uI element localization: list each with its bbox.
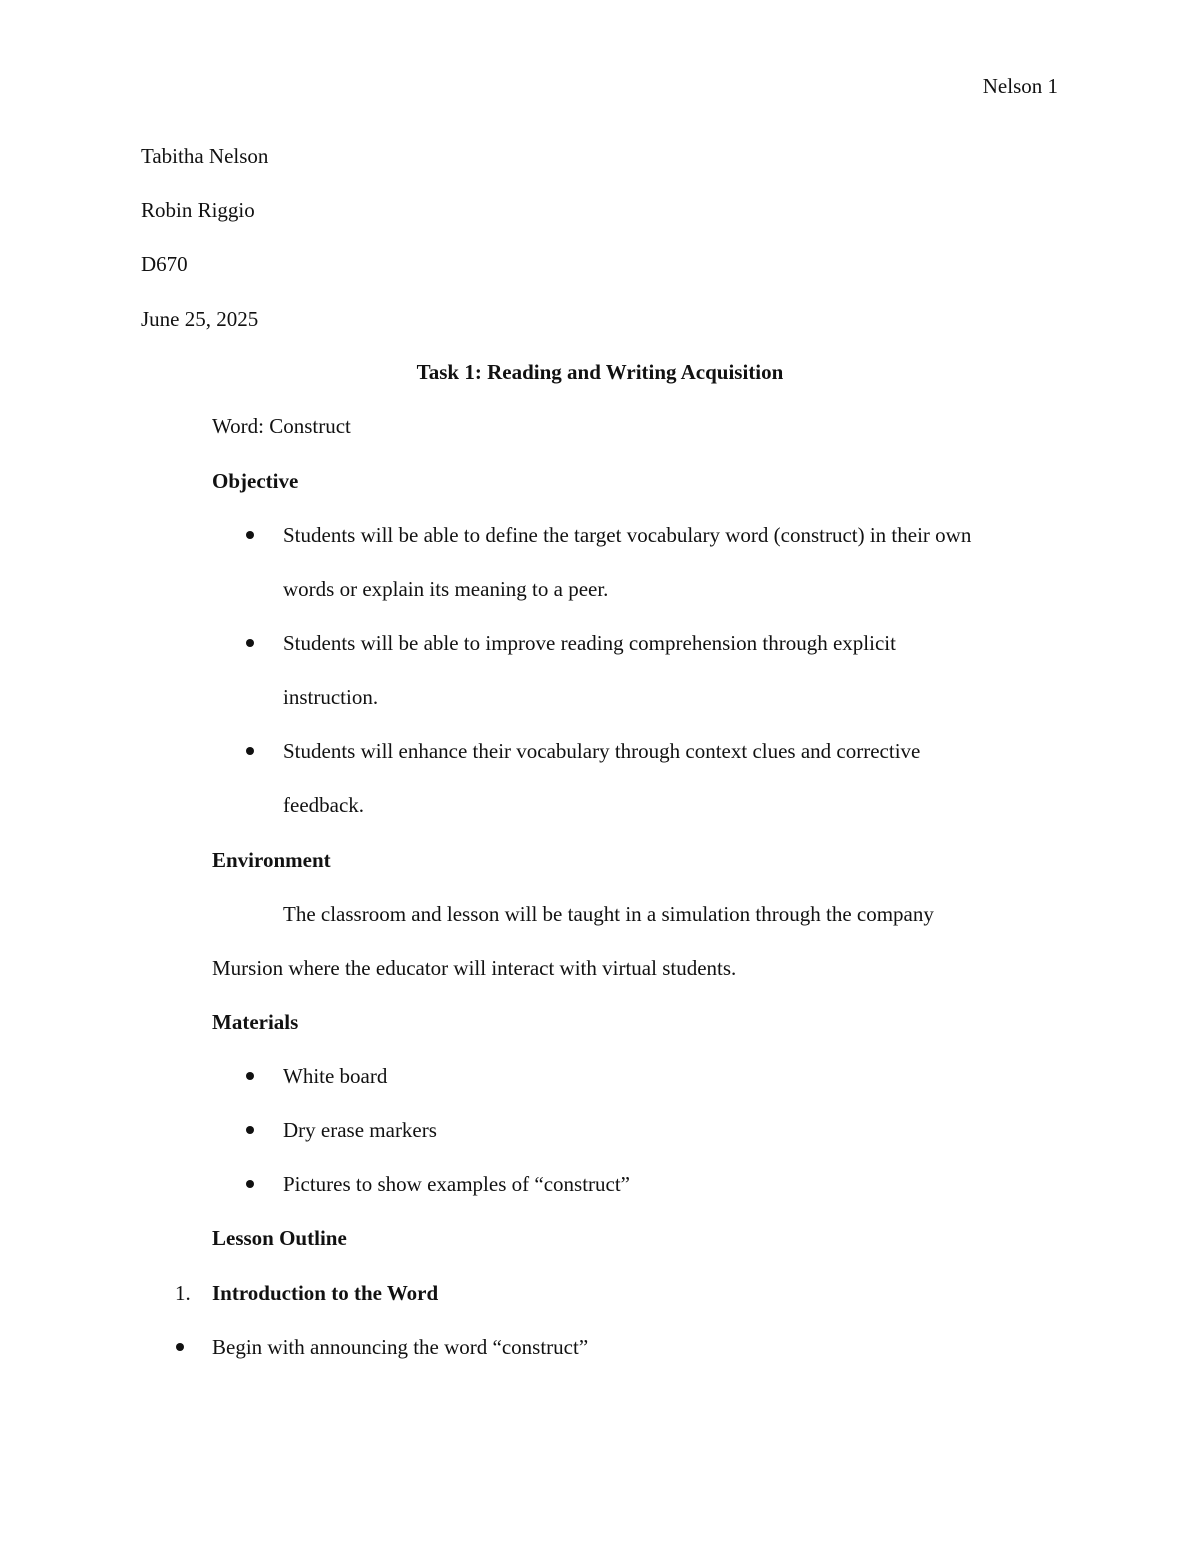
environment-line-1: The classroom and lesson will be taught in a simulation through the company: [283, 902, 934, 926]
bullet-icon: [246, 1072, 254, 1080]
environment-line-2: Mursion where the educator will interact with virtual students.: [212, 956, 737, 980]
objective-item-2-line-2: instruction.: [283, 685, 379, 709]
bullet-icon: [246, 531, 254, 539]
bullet-icon: [246, 1126, 254, 1134]
bullet-icon: [246, 1180, 254, 1188]
materials-item-1: White board: [283, 1064, 388, 1088]
materials-item-3: Pictures to show examples of “construct”: [283, 1172, 630, 1196]
course-code: D670: [141, 252, 188, 276]
objective-item-3-line-1: Students will enhance their vocabulary through context clues and corrective: [283, 739, 921, 763]
student-name: Tabitha Nelson: [141, 144, 269, 168]
step-bullet-text: Begin with announcing the word “construct”: [212, 1335, 589, 1359]
bullet-icon: [246, 639, 254, 647]
date: June 25, 2025: [141, 307, 259, 331]
objective-item-2-line-1: Students will be able to improve reading comprehension through explicit: [283, 631, 896, 655]
instructor-name: Robin Riggio: [141, 198, 255, 222]
running-head: Nelson 1: [982, 74, 1058, 98]
objective-item-1-line-2: words or explain its meaning to a peer.: [283, 577, 609, 601]
step-title: Introduction to the Word: [212, 1281, 439, 1305]
bullet-icon: [176, 1343, 184, 1351]
bullet-icon: [246, 747, 254, 755]
step-number: 1.: [175, 1281, 191, 1305]
environment-heading: Environment: [212, 848, 331, 872]
materials-heading: Materials: [212, 1010, 299, 1034]
objective-item-3-line-2: feedback.: [283, 793, 365, 817]
page-title: Task 1: Reading and Writing Acquisition: [416, 360, 784, 384]
objective-item-1-line-1: Students will be able to define the target vocabulary word (construct) in their own: [283, 523, 972, 547]
word-line: Word: Construct: [212, 414, 351, 438]
objective-heading: Objective: [212, 469, 299, 493]
materials-item-2: Dry erase markers: [283, 1118, 437, 1142]
lesson-outline-heading: Lesson Outline: [212, 1226, 347, 1250]
